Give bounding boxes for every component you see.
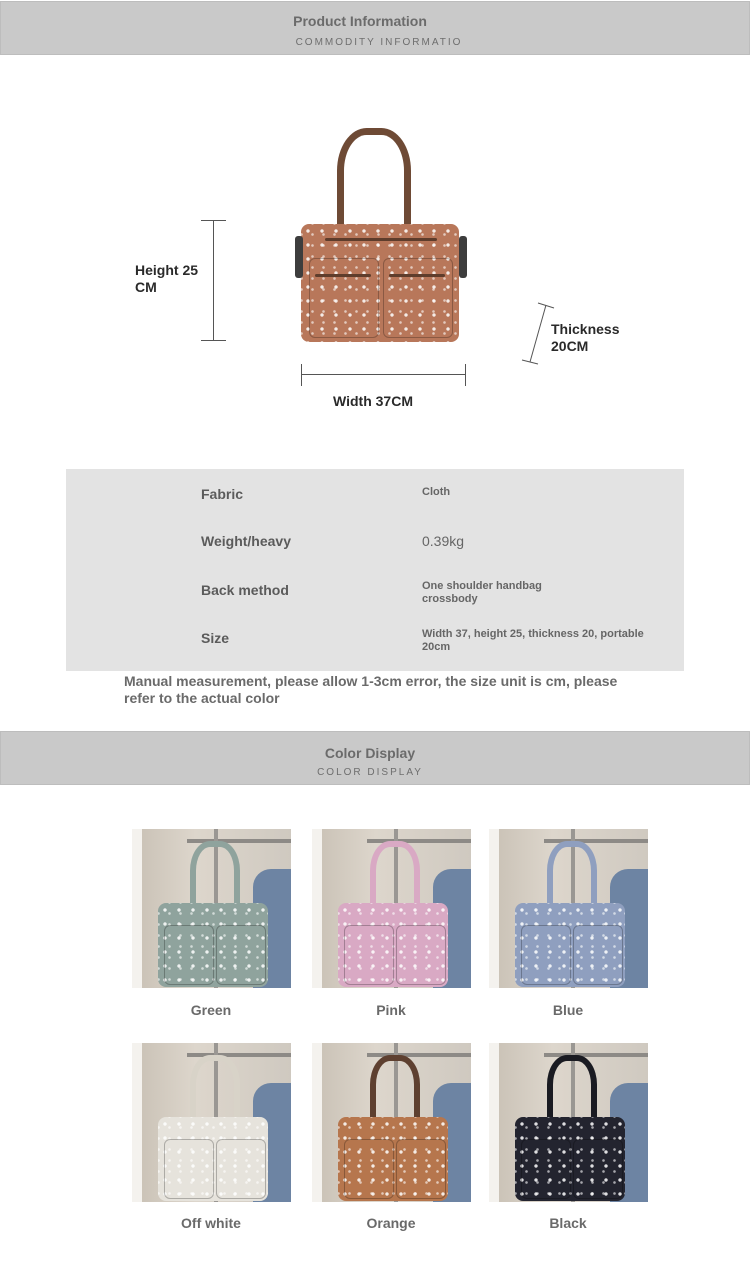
height-label: [135, 262, 198, 296]
width-line: [301, 374, 465, 375]
thickness-label-line1: Thickness: [551, 321, 620, 337]
bag-image: [334, 1055, 454, 1202]
spec-value-size-line1: Width 37, height 25, thickness 20, portable: [422, 628, 644, 640]
pocket-zip-left: [315, 274, 371, 277]
spec-table: [66, 469, 684, 671]
banner-subtitle: COLOR DISPLAY: [317, 767, 423, 778]
wall: [489, 829, 499, 988]
width-cap-left: [301, 364, 302, 386]
banner-title: Color Display: [324, 745, 416, 761]
bag-pocket-right: [573, 1139, 623, 1199]
spec-value-fabric: Cloth: [422, 486, 451, 498]
spec-key-fabric: Fabric: [201, 486, 244, 502]
bag-pocket-left: [344, 1139, 394, 1199]
height-line: [213, 220, 214, 341]
color-thumb-blue: [489, 829, 648, 988]
wall: [132, 1043, 142, 1202]
banner-title: Product Information: [293, 13, 427, 29]
color-thumb-black: [489, 1043, 648, 1202]
bag-zip: [325, 238, 437, 241]
bag-pocket-left: [164, 925, 214, 985]
measurement-note: Manual measurement, please allow 1-3cm error, the size unit is cm, please refer to the actual color: [124, 673, 618, 706]
thickness-line: [518, 300, 558, 368]
bag-pocket-right: [396, 1139, 446, 1199]
width-label: Width 37CM: [333, 393, 413, 409]
spec-value-back-method-line2: crossbody: [422, 593, 478, 605]
bag-pocket-right: [573, 925, 623, 985]
spec-key-size: Size: [201, 630, 230, 646]
wall: [312, 1043, 322, 1202]
height-label-line1: Height 25: [135, 262, 199, 278]
bag-pocket-right: [383, 258, 453, 338]
wall: [132, 829, 142, 988]
color-caption-pink: Pink: [376, 1002, 406, 1018]
color-thumb-orange: [312, 1043, 471, 1202]
bag-image: [334, 841, 454, 988]
spec-value-size-line2: 20cm: [422, 641, 451, 653]
thickness-label-line2: 20CM: [551, 338, 589, 354]
pocket-zip-right: [389, 274, 445, 277]
main-bag-image: [295, 128, 467, 344]
bag-pocket-right: [396, 925, 446, 985]
height-cap-bottom: [201, 340, 226, 341]
thickness-label: [551, 321, 619, 355]
color-thumb-pink: [312, 829, 471, 988]
color-caption-black: Black: [549, 1215, 587, 1231]
bag-pocket-left: [521, 1139, 571, 1199]
wall: [312, 829, 322, 988]
spec-value-weight: 0.39kg: [422, 533, 465, 549]
color-caption-green: Green: [190, 1002, 232, 1018]
spec-value-back-method-line1: One shoulder handbag: [422, 580, 542, 592]
bag-pocket-right: [216, 1139, 266, 1199]
color-thumb-green: [132, 829, 291, 988]
bag-image: [511, 841, 631, 988]
color-thumb-off-white: [132, 1043, 291, 1202]
bag-pocket-right: [216, 925, 266, 985]
color-caption-blue: Blue: [552, 1002, 584, 1018]
bag-image: [154, 841, 274, 988]
bag-handle: [337, 128, 411, 235]
wall: [489, 1043, 499, 1202]
width-cap-right: [465, 364, 466, 386]
height-label-line2: CM: [135, 279, 157, 295]
spec-key-weight: Weight/heavy: [201, 533, 291, 549]
banner-subtitle: COMMODITY INFORMATIO: [295, 37, 463, 48]
bag-pocket-left: [344, 925, 394, 985]
height-cap-top: [201, 220, 226, 221]
bag-image: [511, 1055, 631, 1202]
bag-image: [154, 1055, 274, 1202]
spec-value-size: [422, 628, 644, 654]
bag-pocket-left: [521, 925, 571, 985]
bag-pocket-left: [309, 258, 379, 338]
spec-value-back-method: [422, 580, 542, 606]
color-caption-off-white: Off white: [181, 1215, 241, 1231]
strap-clip-right: [459, 236, 467, 278]
color-caption-orange: Orange: [366, 1215, 416, 1231]
strap-clip-left: [295, 236, 303, 278]
color-display-banner: [0, 731, 750, 785]
product-info-banner: [0, 1, 750, 55]
spec-key-back-method: Back method: [201, 582, 289, 598]
bag-pocket-left: [164, 1139, 214, 1199]
